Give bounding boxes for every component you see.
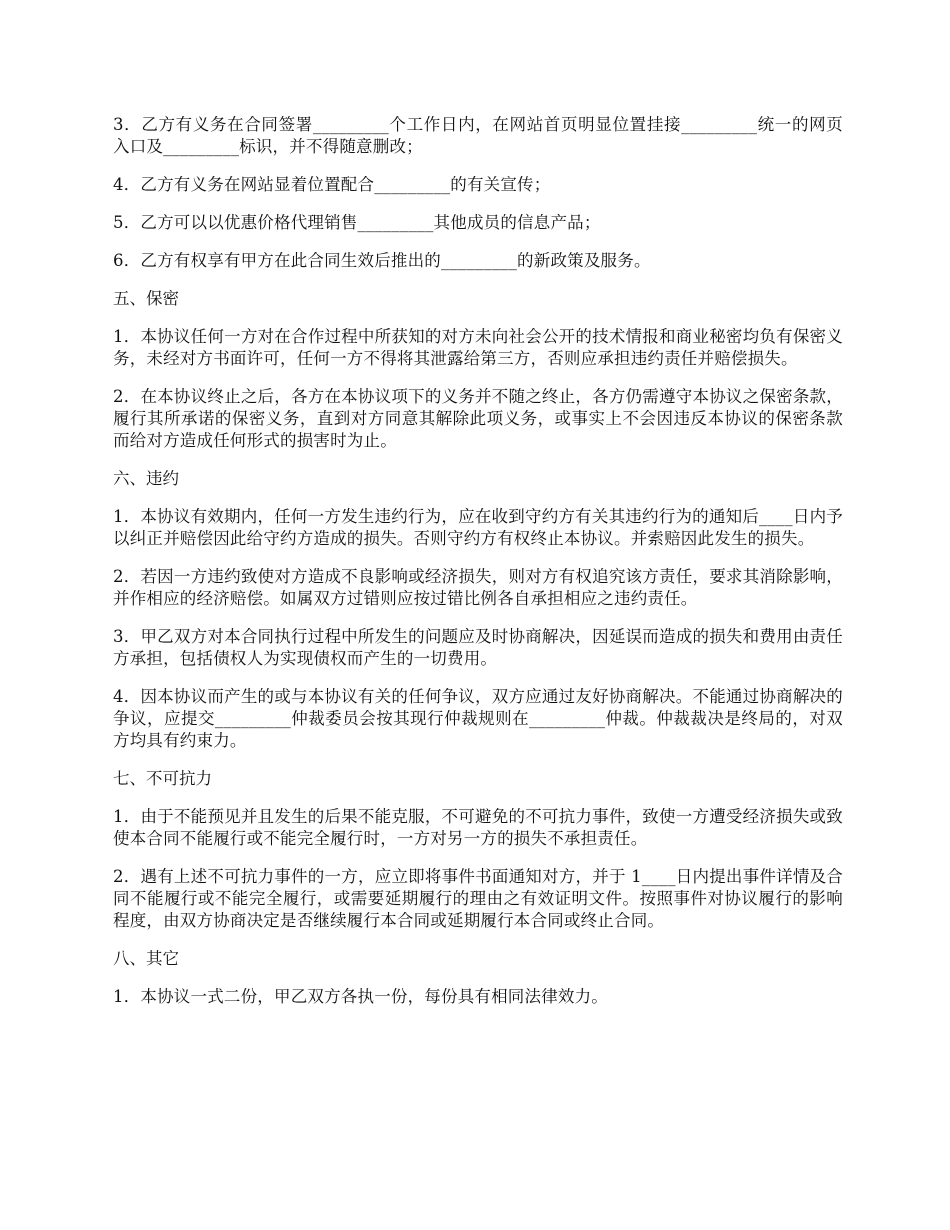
clause-8-1: 1．本协议一式二份，甲乙双方各执一份，每份具有相同法律效力。 xyxy=(113,987,608,1006)
clause-6-3: 3．甲乙双方对本合同执行过程中所发生的问题应及时协商解决，因延误而造成的损失和费用由责任方承担，包括债权人为实现债权而产生的一切费用。 xyxy=(113,627,843,668)
clause-4-4: 4．乙方有义务在网站显着位置配合_________的有关宣传； xyxy=(113,175,551,194)
clause-5-1: 1．本协议任何一方对在合作过程中所获知的对方未向社会公开的技术情报和商业秘密均负有保密义务，未经对方书面许可，任何一方不得将其泄露给第三方，否则应承担违约责任并赔偿损失。 xyxy=(113,327,843,368)
document-body xyxy=(113,114,843,1024)
clause-5-2: 2．在本协议终止之后，各方在本协议项下的义务并不随之终止，各方仍需遵守本协议之保密条款，履行其所承诺的保密义务，直到对方同意其解除此项义务，或事实上不会因违反本协议的保密条款而给对方造成任何形式的损害时为止。 xyxy=(113,387,843,450)
clause-6-4: 4．因本协议而产生的或与本协议有关的任何争议，双方应通过友好协商解决。不能通过协商解决的争议，应提交_________仲裁委员会按其现行仲裁规则在_________仲裁。仲裁裁决是终局的，对双方均具有约束力。 xyxy=(113,687,843,750)
clause-4-5: 5．乙方可以以优惠价格代理销售_________其他成员的信息产品； xyxy=(113,213,601,232)
clause-6-1: 1．本协议有效期内，任何一方发生违约行为，应在收到守约方有关其违约行为的通知后____日内予以纠正并赔偿因此给守约方造成的损失。否则守约方有权终止本协议。并索赔因此发生的损失。 xyxy=(113,507,843,548)
clause-4-3: 3．乙方有义务在合同签署_________个工作日内，在网站首页明显位置挂接_________统一的网页入口及_________标识，并不得随意删改； xyxy=(113,115,843,156)
clause-7-2: 2．遇有上述不可抗力事件的一方，应立即将事件书面通知对方，并于 1____日内提出事件详情及合同不能履行或不能完全履行，或需要延期履行的理由之有效证明文件。按照事件对协议履行的影响程度，由双方协商决定是否继续履行本合同或延期履行本合同或终止合同。 xyxy=(113,867,843,930)
section-heading-other: 八、其它 xyxy=(113,949,179,968)
section-heading-breach: 六、违约 xyxy=(113,469,179,488)
clause-4-6: 6．乙方有权享有甲方在此合同生效后推出的_________的新政策及服务。 xyxy=(113,251,651,270)
section-heading-force-majeure: 七、不可抗力 xyxy=(113,769,212,788)
clause-7-1: 1．由于不能预见并且发生的后果不能克服，不可避免的不可抗力事件，致使一方遭受经济损失或致使本合同不能履行或不能完全履行时，一方对另一方的损失不承担责任。 xyxy=(113,807,843,848)
clause-6-2: 2．若因一方违约致使对方造成不良影响或经济损失，则对方有权追究该方责任，要求其消除影响，并作相应的经济赔偿。如属双方过错则应按过错比例各自承担相应之违约责任。 xyxy=(113,567,843,608)
section-heading-confidentiality: 五、保密 xyxy=(113,289,179,308)
